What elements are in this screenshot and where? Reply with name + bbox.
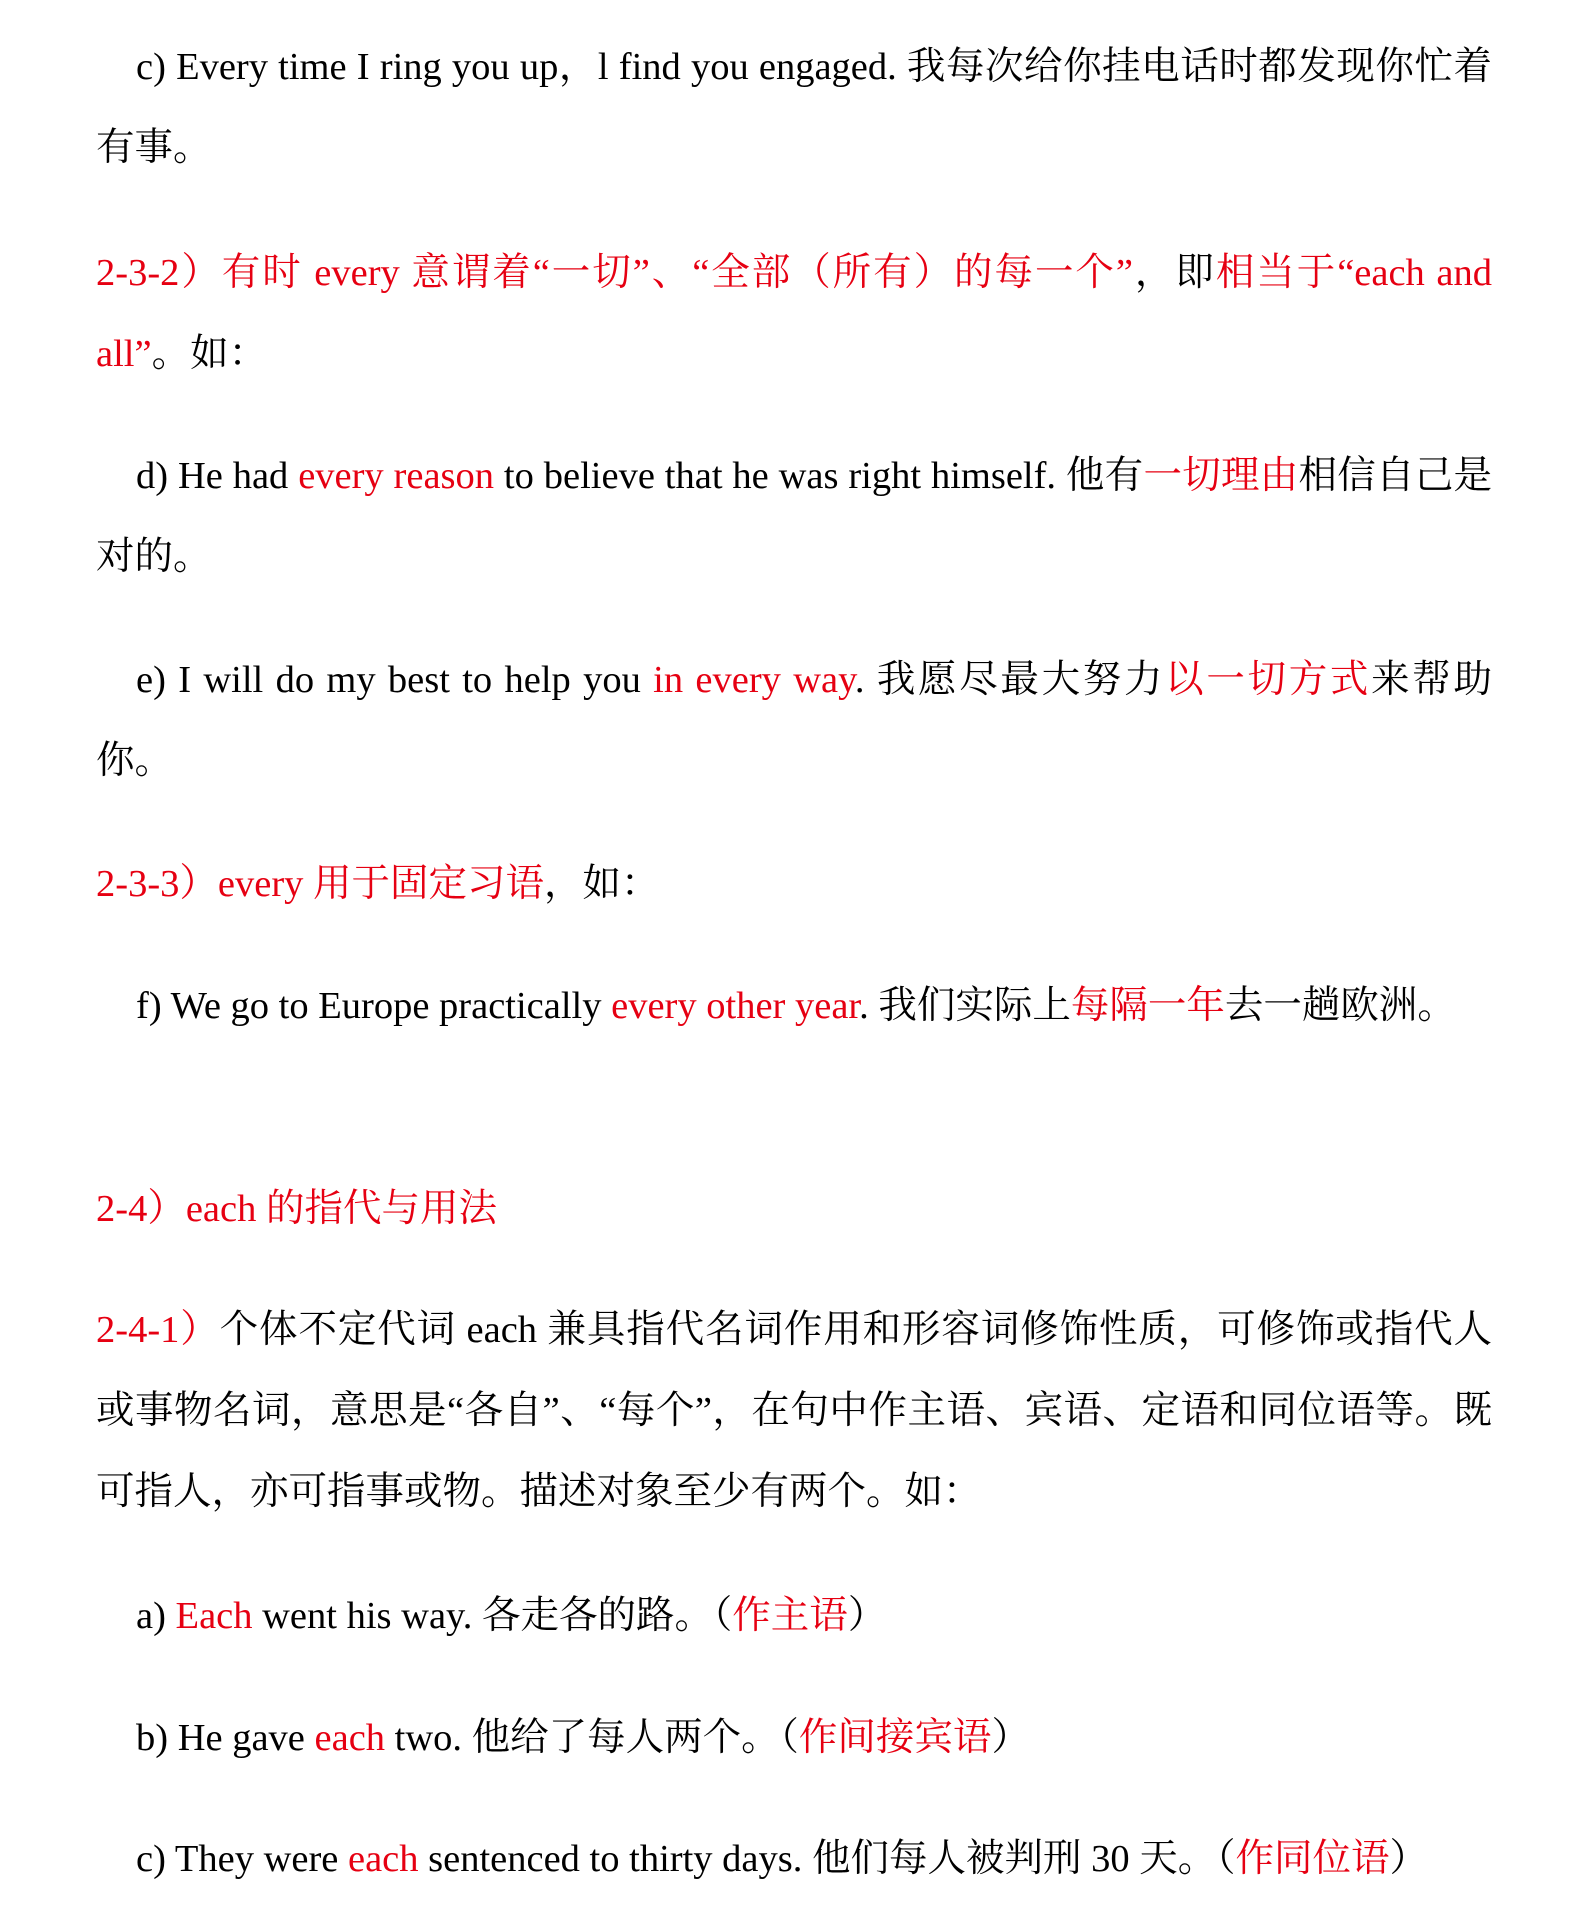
body-text: 个体不定代词 each 兼具指代名词作用和形容词修饰性质，可修饰或指代人或事物名词，意思是“各自”、“每个”，在句中作主语、宾语、定语和同位语等。既可指人，亦可指事或物。描述对象至少有两个。如：	[96, 1308, 1492, 1513]
example-a-each	[96, 1576, 1492, 1657]
heading-text: 2-3-2）有时 every 意谓着“一切”、“全部（所有）的每一个”	[96, 251, 1133, 294]
highlight-text: 以一切方式	[1165, 658, 1372, 701]
heading-2-4	[96, 1169, 1492, 1250]
example-text: 去一趟欧洲。	[1224, 984, 1456, 1027]
highlight-text: 作主语	[732, 1594, 848, 1637]
heading-text: 2-4）each 的指代与用法	[96, 1187, 497, 1230]
example-b-each	[96, 1698, 1492, 1779]
example-text: two. 他给了每人两个。（	[385, 1716, 799, 1759]
example-text: c) They were	[136, 1837, 348, 1880]
highlight-text: every other year	[611, 984, 860, 1027]
example-text: went his way. 各走各的路。（	[252, 1594, 733, 1637]
highlight-text: 相当于“each and all”	[96, 251, 1492, 375]
heading-number: 2-4-1）	[96, 1308, 220, 1351]
example-text: a)	[136, 1594, 176, 1637]
highlight-text: every reason	[298, 454, 495, 497]
example-c-each	[96, 1819, 1492, 1900]
highlight-text: 作同位语	[1235, 1837, 1390, 1880]
example-c-every	[96, 27, 1492, 189]
heading-2-3-2	[96, 233, 1492, 395]
example-d-every-reason	[96, 436, 1492, 598]
heading-2-3-3	[96, 844, 1492, 925]
heading-text: 2-3-3）every 用于固定习语	[96, 862, 545, 905]
highlight-text: in every way	[653, 658, 855, 701]
example-text: 相信自己是对的。	[96, 454, 1492, 578]
example-text: e) I will do my best to help you	[136, 658, 654, 701]
example-text: 来帮助你。	[96, 658, 1492, 782]
body-text: ，即	[1132, 251, 1216, 294]
example-text: ）	[1389, 1837, 1429, 1880]
body-text: ，如：	[544, 862, 660, 905]
example-text: ）	[991, 1716, 1030, 1759]
body-text: 。如：	[151, 332, 268, 375]
highlight-text: 一切理由	[1143, 454, 1299, 497]
example-e-every-way	[96, 640, 1492, 802]
highlight-text: 作间接宾语	[798, 1716, 992, 1759]
example-text: f) We go to Europe practically	[136, 984, 612, 1027]
example-text: ）	[847, 1594, 887, 1637]
heading-2-4-1	[96, 1290, 1492, 1533]
example-text: . 我们实际上	[859, 984, 1071, 1027]
highlight-text: each	[314, 1716, 386, 1759]
example-f-every-other-year	[96, 966, 1492, 1047]
highlight-text: Each	[175, 1594, 253, 1637]
highlight-text: each	[348, 1837, 419, 1880]
example-text: to believe that he was right himself. 他有	[494, 454, 1144, 497]
highlight-text: 每隔一年	[1070, 984, 1225, 1027]
example-text: sentenced to thirty days. 他们每人被判刑 30 天。（	[418, 1837, 1236, 1880]
example-text: c) Every time I ring you up，l find you engaged. 我每次给你挂电话时都发现你忙着有事。	[96, 45, 1492, 169]
example-text: d) He had	[136, 454, 299, 497]
example-text: b) He gave	[136, 1716, 315, 1759]
example-text: . 我愿尽最大努力	[854, 658, 1166, 701]
